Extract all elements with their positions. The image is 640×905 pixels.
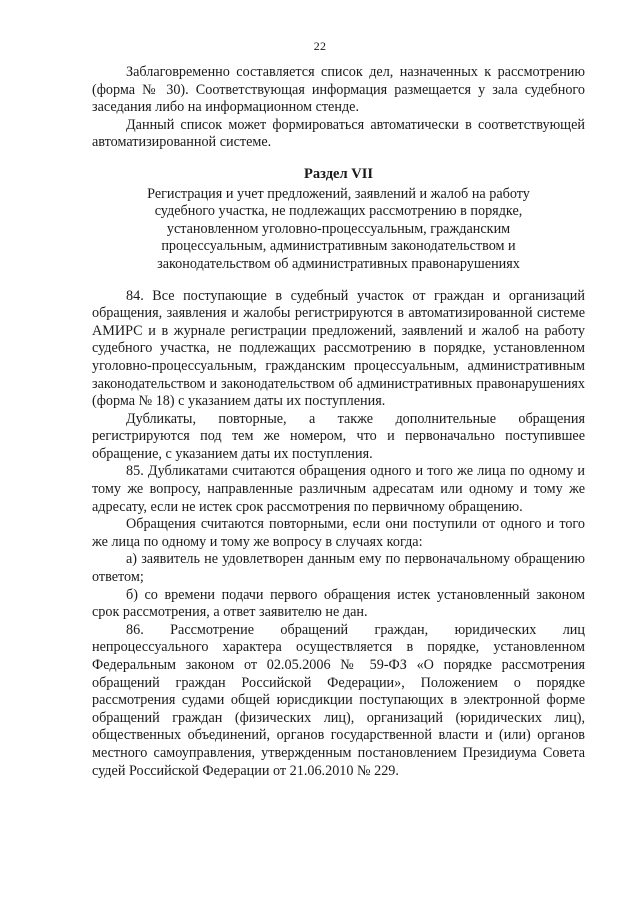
section-subtitle-line: законодательством об административных правонарушениях (157, 255, 520, 272)
paragraph-85-repeat: Обращения считаются повторными, если они поступили от одного и того же лица по одному и тому же вопросу в случаях когда: (92, 516, 585, 550)
intro-paragraph-2: Данный список может формироваться автоматически в соответствующей автоматизированной системе. (92, 116, 585, 151)
paragraph-85: 85. Дубликатами считаются обращения одного и того же лица по одному и тому же вопросу, направленные различным адресатам или одному и тому же адресату, если не истек срок рассмотрения по первичному обращению. (92, 463, 585, 515)
section-subtitle (92, 186, 585, 274)
paragraph-85-item-a: а) заявитель не удовлетворен данным ему по первоначальному обращению ответом; (92, 551, 585, 586)
paragraph-86: 86. Рассмотрение обращений граждан, юридических лиц непроцессуального характера осуществляется в порядке, установленном Федеральным законом от 02.05.2006 № 59-ФЗ «О порядке рассмотрения обращений граждан Российской Федерации», Положением о порядке рассмотрения судами общей юрисдикции поступающих в электронной форме обращений граждан (физических лиц), организаций (юридических лиц), общественных объединений, органов государственной власти и (или) органов местного самоуправления, утвержденным постановлением Президиума Совета судей Российской Федерации от 21.06.2010 № 229. (92, 621, 585, 779)
paragraph-85-item-b: б) со времени подачи первого обращения истек установленный законом срок рассмотрения, а ответ заявителю не дан. (92, 586, 585, 621)
section-subtitle-line: процессуальным, административным законодательством и (161, 238, 516, 255)
paragraph-84-duplicates: Дубликаты, повторные, а также дополнительные обращения регистрируются под тем же номером, что и первоначально поступившее обращение, с указанием даты их поступления. (92, 410, 585, 462)
section-subtitle-line: судебного участка, не подлежащих рассмотрению в порядке, (154, 203, 523, 220)
section-title: Раздел VII (304, 165, 373, 182)
paragraph-84: 84. Все поступающие в судебный участок от граждан и организаций обращения, заявления и жалобы регистрируются в автоматизированной системе АМИРС и в журнале регистрации предложений, заявлений и жалоб на работу судебного участка, не подлежащих рассмотрению в порядке, установленном уголовно-процессуальным, гражданским процессуальным, административным законодательством и законодательством об административных правонарушениях (форма № 18) с указанием даты их поступления. (92, 287, 585, 410)
page-number: 22 (313, 39, 327, 53)
section-subtitle-line: Регистрация и учет предложений, заявлений и жалоб на работу (147, 185, 530, 202)
section-subtitle-line: установленном уголовно-процессуальным, гражданским (166, 220, 511, 237)
page-content (92, 64, 585, 780)
intro-paragraph-1: Заблаговременно составляется список дел, назначенных к рассмотрению (форма № 30). Соответствующая информация размещается у зала судебного заседания либо на информационном стенде. (92, 64, 585, 116)
